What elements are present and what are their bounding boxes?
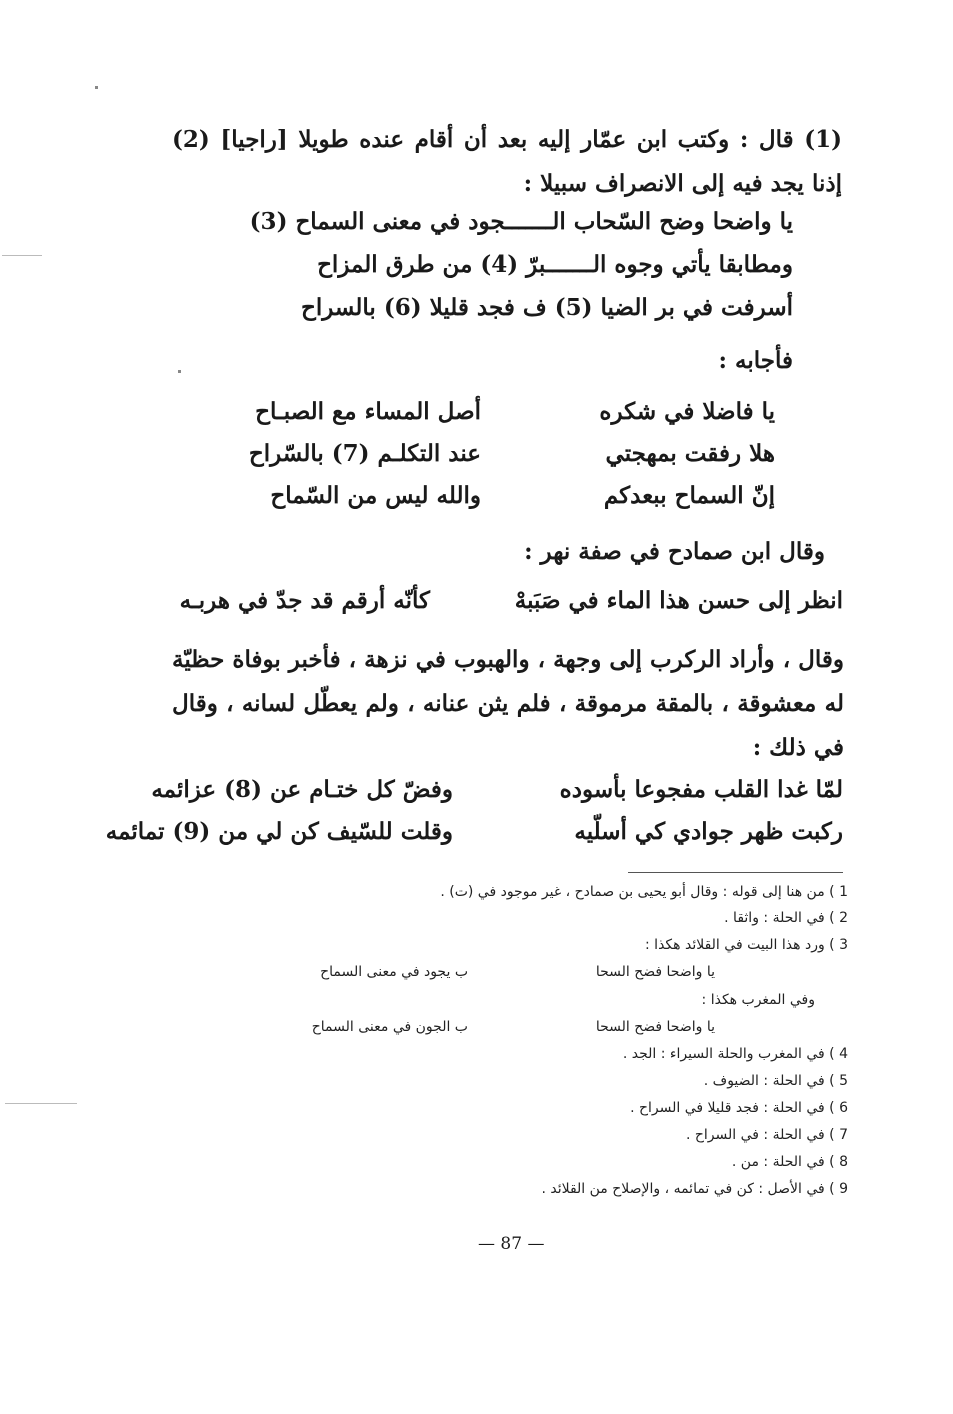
poem2-hemistich-left: أصل المساء مع الصبـاح (255, 398, 481, 425)
poem2-hemistich-right: إنّ السماح ببعدكم (603, 482, 775, 509)
scan-speck (95, 86, 98, 89)
scan-speck (178, 370, 181, 373)
river-hemistich-right: انظر إلى حسن هذا الماء في صَبَبهْ (514, 587, 843, 614)
intro-text: (1) قال : وكتب ابن عمّار إليه بعد أن أقام عنده طويلا [راجيا] (2) إذنا يجد فيه إلى الانصراف سبيلا : (172, 126, 842, 197)
story-text: وقال ، وأراد الركرب إلى وجهة ، والهبوب في نزهة ، فأخبر بوفاة حظيّة له معشوقة ، بالمقة مرموقة ، فلم يثن عنانه ، ولم يعطّل لسانه ، وقال في ذلك : (172, 646, 844, 761)
scan-speck (5, 1103, 77, 1104)
poem2-hemistich-left: عند التكلـم (7) بالسّراح (248, 440, 481, 467)
footnote-5: 5 ) في الحلة : الضيوف . (703, 1073, 848, 1089)
footnote-3: 3 ) ورد هذا البيت في القلائد هكذا : (645, 937, 848, 953)
poem3-hemistich-right: ركبت ظهر جوادي كي أسلّيه (574, 818, 843, 845)
river-hemistich-left: كأنّه أرقم قد جدّ في هربـه (179, 587, 430, 614)
footnote-3-verse-left: ب يجود في معنى السماح (320, 964, 468, 980)
poem2-hemistich-right: يا فاضلا في شكره (599, 398, 775, 425)
river-intro: وقال ابن صمادح في صفة نهر : (524, 538, 825, 565)
footnote-3-verse-left: ب الجون في معنى السماح (311, 1019, 468, 1035)
intro-paragraph (172, 118, 842, 206)
footnote-3-note: وفي المغرب هكذا : (701, 992, 815, 1008)
poem2-hemistich-right: هلا رفقت بمهجتي (605, 440, 775, 467)
footnote-4: 4 ) في المغرب والحلة السيراء : الجد . (622, 1046, 848, 1062)
poem1-line: ومطابقا يأتي وجوه الـــــــبرّ (4) من طرق المزاح (317, 251, 793, 278)
poem3-hemistich-right: لمّا غدا القلب مفجوعا بأسوده (559, 776, 843, 803)
reply-intro: فأجابه : (718, 347, 793, 374)
poem1-line: يا واضحا وضح السّحاب الـــــــجود في معنى السماح (3) (249, 208, 793, 235)
footnote-7: 7 ) في الحلة : في السراح . (685, 1127, 848, 1143)
footnote-9: 9 ) في الأصل : كن في تمائمه ، والإصلاح من القلائد . (541, 1181, 848, 1197)
footnote-separator (628, 872, 843, 873)
poem3-hemistich-left: وقلت للسّيف كن لي من (9) تمائمه (105, 818, 453, 845)
scan-speck (2, 255, 42, 256)
footnote-1: 1 ) من هنا إلى قوله : وقال أبو يحيى بن صمادح ، غير موجود في (ت) . (440, 884, 848, 900)
footnote-3-verse-right: يا واضحا فضح السحا (595, 964, 715, 980)
page-number: — 87 — (478, 1234, 545, 1254)
footnote-3-verse-right: يا واضحا فضح السحا (595, 1019, 715, 1035)
poem3-hemistich-left: وفضّ كل ختـام عن (8) عزائمه (151, 776, 453, 803)
story-paragraph (172, 638, 844, 770)
footnote-2: 2 ) في الحلة : واثقا . (724, 910, 848, 926)
poem1-line: أسرفت في بر الضيا (5) ف فجد قليلا (6) بالسراح (300, 294, 793, 321)
footnote-8: 8 ) في الحلة : من . (731, 1154, 848, 1170)
footnote-6: 6 ) في الحلة : فجد قليلا في السراح . (630, 1100, 848, 1116)
poem2-hemistich-left: والله ليس من السّماح (270, 482, 481, 509)
